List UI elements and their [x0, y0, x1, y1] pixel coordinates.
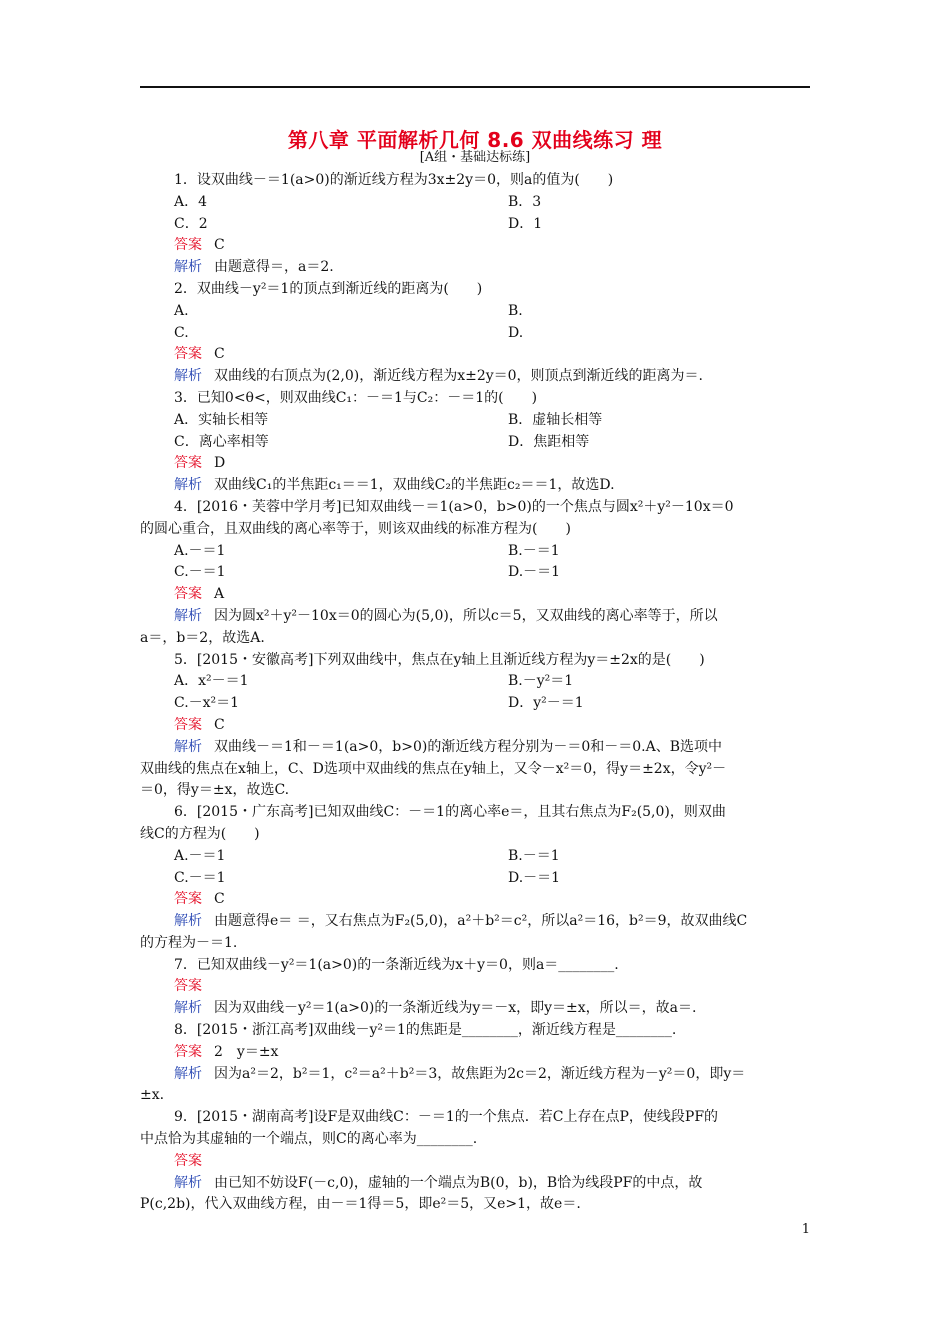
question-1-explanation — [140, 257, 810, 279]
question-9-stem: 9．[2015・湖南高考]设F是双曲线C：－＝1的一个焦点．若C上存在点P，使线段PF的 — [174, 1109, 719, 1126]
question-4-stem-cont: 的圆心重合，且双曲线的离心率等于，则该双曲线的标准方程为( ) — [140, 520, 571, 537]
option-a: A．4 — [174, 193, 208, 210]
explain-label: 解析 — [174, 1065, 202, 1082]
page-number: 1 — [801, 1222, 810, 1237]
option-b: B.－＝1 — [508, 847, 560, 864]
question-5-explanation-cont: 双曲线的焦点在x轴上，C、D选项中双曲线的焦点在y轴上，又令－x²＝0，得y＝±2x，令y²－ — [140, 760, 727, 777]
question-5-explanation-cont: ＝0，得y＝±x，故选C. — [140, 782, 290, 799]
option-d: D. — [508, 324, 524, 341]
answer-value: C — [214, 237, 225, 254]
question-1-options — [140, 214, 810, 236]
question-3-explanation — [140, 475, 810, 497]
answer-value: A — [214, 586, 225, 603]
question-5-options — [140, 693, 810, 715]
explain-label: 解析 — [174, 738, 202, 755]
question-1-options — [140, 192, 810, 214]
question-4-answer — [140, 584, 810, 606]
answer-value: D — [214, 455, 226, 472]
header-rule — [140, 86, 810, 88]
question-9-answer — [140, 1151, 810, 1173]
answer-label: 答案 — [174, 1152, 202, 1169]
exercise-content — [140, 170, 810, 1216]
option-d: D.－＝1 — [508, 564, 561, 581]
answer-label: 答案 — [174, 891, 202, 908]
question-4-options — [140, 541, 810, 563]
question-4-stem: 4．[2016・芙蓉中学月考]已知双曲线－＝1(a>0，b>0)的一个焦点与圆x²＋y²－10x＝0 — [174, 498, 734, 515]
answer-label: 答案 — [174, 346, 202, 363]
option-c: C. — [174, 324, 189, 341]
question-8-explanation-cont: ±x. — [140, 1087, 165, 1104]
question-4-explanation — [140, 606, 810, 628]
question-3-answer — [140, 453, 810, 475]
question-3-options — [140, 410, 810, 432]
explain-label: 解析 — [174, 607, 202, 624]
option-d: D．y²－＝1 — [508, 695, 584, 712]
option-b: B. — [508, 302, 523, 319]
question-5-answer — [140, 715, 810, 737]
option-b: B．3 — [508, 193, 542, 210]
option-c: C.－x²＝1 — [174, 695, 240, 712]
option-a: A. — [174, 302, 189, 319]
question-6-stem-cont: 线C的方程为( ) — [140, 825, 260, 842]
explanation-text: 因为双曲线－y²＝1(a>0)的一条渐近线为y＝－x，即y＝±x，所以＝，故a＝. — [214, 1000, 697, 1017]
option-b: B．虚轴长相等 — [508, 411, 603, 428]
question-3-stem: 3．已知0<θ<，则双曲线C₁：－＝1与C₂：－＝1的( ) — [174, 389, 538, 406]
answer-label: 答案 — [174, 455, 202, 472]
question-7-answer — [140, 976, 810, 998]
answer-value: C — [214, 346, 225, 363]
option-b: B.－＝1 — [508, 542, 560, 559]
answer-value: C — [214, 716, 225, 733]
option-a: A.－＝1 — [174, 847, 226, 864]
option-c: C．离心率相等 — [174, 433, 269, 450]
answer-label: 答案 — [174, 1043, 202, 1060]
option-d: D.－＝1 — [508, 869, 561, 886]
answer-label: 答案 — [174, 237, 202, 254]
question-6-answer — [140, 889, 810, 911]
question-2-options — [140, 323, 810, 345]
page-title: 第八章 平面解析几何 8.6 双曲线练习 理 — [287, 128, 663, 152]
answer-label: 答案 — [174, 716, 202, 733]
answer-label: 答案 — [174, 978, 202, 995]
explain-label: 解析 — [174, 1174, 202, 1191]
explain-label: 解析 — [174, 259, 202, 276]
option-c: C．2 — [174, 215, 208, 232]
question-6-explanation — [140, 911, 810, 933]
section-subtitle: [A组・基础达标练] — [419, 150, 531, 165]
explanation-text: 由题意得＝，a＝2. — [214, 259, 334, 276]
question-5-stem: 5．[2015・安徽高考]下列双曲线中，焦点在y轴上且渐近线方程为y＝±2x的是( ) — [174, 651, 705, 668]
answer-value: C — [214, 891, 225, 908]
option-d: D．1 — [508, 215, 543, 232]
question-2-options — [140, 301, 810, 323]
question-2-stem: 2．双曲线－y²＝1的顶点到渐近线的距离为( ) — [174, 280, 483, 297]
explanation-text: 因为a²＝2，b²＝1，c²＝a²＋b²＝3，故焦距为2c＝2，渐近线方程为－y²＝0，即y＝ — [214, 1065, 746, 1082]
question-6-explanation-cont: 的方程为－＝1. — [140, 934, 238, 951]
explain-label: 解析 — [174, 1000, 202, 1017]
question-2-explanation — [140, 366, 810, 388]
question-1-answer — [140, 235, 810, 257]
explanation-text: 双曲线C₁的半焦距c₁＝＝1，双曲线C₂的半焦距c₂＝＝1，故选D. — [214, 477, 615, 494]
question-8-explanation — [140, 1064, 810, 1086]
question-9-explanation-cont: P(c,2b)，代入双曲线方程，由－＝1得＝5，即e²＝5，又e>1，故e＝. — [140, 1196, 581, 1213]
question-2-answer — [140, 344, 810, 366]
question-9-stem-cont: 中点恰为其虚轴的一个端点，则C的离心率为________. — [140, 1131, 478, 1148]
question-3-options — [140, 432, 810, 454]
option-c: C.－＝1 — [174, 564, 226, 581]
option-c: C.－＝1 — [174, 869, 226, 886]
explanation-text: 因为圆x²＋y²－10x＝0的圆心为(5,0)，所以c＝5，又双曲线的离心率等于，所以 — [214, 607, 718, 624]
question-7-explanation — [140, 998, 810, 1020]
question-6-options — [140, 868, 810, 890]
question-8-answer — [140, 1042, 810, 1064]
question-5-options — [140, 671, 810, 693]
explanation-text: 双曲线的右顶点为(2,0)，渐近线方程为x±2y＝0，则顶点到渐近线的距离为＝. — [214, 368, 703, 385]
explain-label: 解析 — [174, 913, 202, 930]
option-a: A．x²－＝1 — [174, 673, 249, 690]
explanation-text: 由题意得e＝ ＝，又右焦点为F₂(5,0)，a²＋b²＝c²，所以a²＝16，b²＝9，故双曲线C — [214, 913, 748, 930]
answer-value: 2 y＝±x — [214, 1043, 279, 1060]
option-d: D．焦距相等 — [508, 433, 590, 450]
explanation-text: 双曲线－＝1和－＝1(a>0，b>0)的渐近线方程分别为－＝0和－＝0.A、B选项中 — [214, 738, 722, 755]
explanation-text: 由已知不妨设F(－c,0)，虚轴的一个端点为B(0，b)，B恰为线段PF的中点，故 — [214, 1174, 703, 1191]
option-b: B.－y²＝1 — [508, 673, 574, 690]
answer-label: 答案 — [174, 586, 202, 603]
option-a: A.－＝1 — [174, 542, 226, 559]
question-9-explanation — [140, 1173, 810, 1195]
question-8-stem: 8．[2015・浙江高考]双曲线－y²＝1的焦距是________，渐近线方程是________. — [174, 1022, 677, 1039]
question-7-stem: 7．已知双曲线－y²＝1(a>0)的一条渐近线为x＋y＝0，则a＝________. — [174, 956, 619, 973]
option-a: A．实轴长相等 — [174, 411, 269, 428]
question-4-explanation-cont: a＝，b＝2，故选A. — [140, 629, 265, 646]
question-6-options — [140, 846, 810, 868]
question-5-explanation — [140, 737, 810, 759]
question-6-stem: 6．[2015・广东高考]已知双曲线C：－＝1的离心率e＝，且其右焦点为F₂(5,0)，则双曲 — [174, 804, 726, 821]
question-4-options — [140, 562, 810, 584]
explain-label: 解析 — [174, 368, 202, 385]
question-1-stem: 1．设双曲线－＝1(a>0)的渐近线方程为3x±2y＝0，则a的值为( ) — [174, 172, 614, 188]
explain-label: 解析 — [174, 477, 202, 494]
